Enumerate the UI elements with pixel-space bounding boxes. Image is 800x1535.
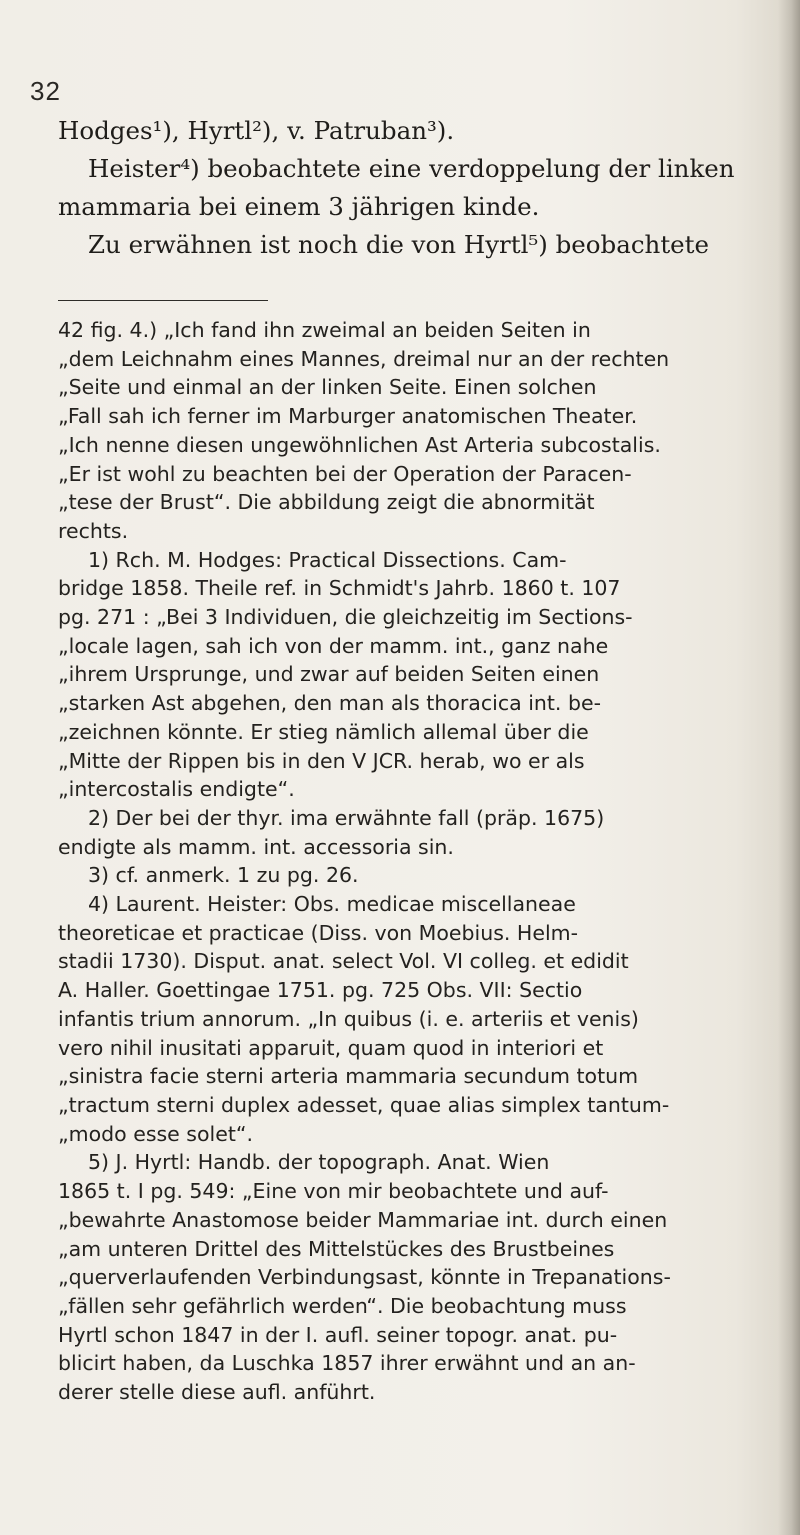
- footnote-line: „starken Ast abgehen, den man als thoracica int. be-: [58, 691, 601, 716]
- footnote-line: „dem Leichnahm eines Mannes, dreimal nur an der rechten: [58, 346, 670, 371]
- footnote-line: „fällen sehr gefährlich werden“. Die beobachtung muss: [58, 1293, 627, 1318]
- page-edge-shadow: [778, 0, 800, 1535]
- footnote-line: „zeichnen könnte. Er stieg nämlich allemal über die: [58, 719, 589, 744]
- footnote-line: Hyrtl schon 1847 in der I. aufl. seiner topogr. anat. pu-: [58, 1322, 618, 1347]
- footnote-line: blicirt haben, da Luschka 1857 ihrer erwähnt und an an-: [58, 1351, 636, 1376]
- footnote-line: „ihrem Ursprunge, und zwar auf beiden Seiten einen: [58, 662, 600, 687]
- text-line: Heister⁴) beobachtete eine verdoppelung der linken: [88, 154, 735, 183]
- footnote-line: „Fall sah ich ferner im Marburger anatomischen Theater.: [58, 404, 638, 429]
- footnote-line: „Ich nenne diesen ungewöhnlichen Ast Arteria subcostalis.: [58, 432, 661, 457]
- footnote-line: 3) cf. anmerk. 1 zu pg. 26.: [88, 863, 359, 888]
- footnote-line: 4) Laurent. Heister: Obs. medicae miscellaneae: [88, 892, 576, 917]
- footnote-line: 2) Der bei der thyr. ima erwähnte fall (präp. 1675): [88, 805, 605, 830]
- footnote-line: 5) J. Hyrtl: Handb. der topograph. Anat. Wien: [88, 1150, 550, 1175]
- footnote-line: derer stelle diese aufl. anführt.: [58, 1380, 376, 1405]
- text-line: mammaria bei einem 3 jährigen kinde.: [58, 192, 540, 221]
- footnote-line: bridge 1858. Theile ref. in Schmidt's Jahrb. 1860 t. 107: [58, 576, 621, 601]
- footnote-line: „tractum sterni duplex adesset, quae alias simplex tantum-: [58, 1092, 670, 1117]
- footnote-line: 1865 t. I pg. 549: „Eine von mir beobachtete und auf-: [58, 1179, 609, 1204]
- footnote-separator: [58, 300, 268, 301]
- footnote-line: „modo esse solet“.: [58, 1121, 254, 1146]
- footnote-line: „Mitte der Rippen bis in den V JCR. herab, wo er als: [58, 748, 585, 773]
- text-line: Zu erwähnen ist noch die von Hyrtl⁵) beobachtete: [88, 230, 710, 259]
- footnote-line: „locale lagen, sah ich von der mamm. int., ganz nahe: [58, 633, 609, 658]
- footnotes-block: [58, 316, 770, 1407]
- footnote-line: stadii 1730). Disput. anat. select Vol. VI colleg. et edidit: [58, 949, 629, 974]
- footnote-line: infantis trium annorum. „In quibus (i. e. arteriis et venis): [58, 1006, 639, 1031]
- footnote-line: „Er ist wohl zu beachten bei der Operation der Paracen-: [58, 461, 632, 486]
- footnote-line: „bewahrte Anastomose beider Mammariae int. durch einen: [58, 1207, 668, 1232]
- footnote-line: pg. 271 : „Bei 3 Individuen, die gleichzeitig im Sections-: [58, 605, 633, 630]
- footnote-line: A. Haller. Goettingae 1751. pg. 725 Obs. VII: Sectio: [58, 978, 583, 1003]
- page-number: 32: [30, 76, 61, 106]
- text-line: Hodges¹), Hyrtl²), v. Patruban³).: [58, 116, 455, 145]
- footnote-line: 1) Rch. M. Hodges: Practical Dissections. Cam-: [88, 547, 567, 572]
- footnote-line: endigte als mamm. int. accessoria sin.: [58, 834, 454, 859]
- footnote-line: „Seite und einmal an der linken Seite. Einen solchen: [58, 375, 597, 400]
- main-text-block: [58, 112, 770, 264]
- footnote-line: theoreticae et practicae (Diss. von Moebius. Helm-: [58, 920, 579, 945]
- footnote-line: vero nihil inusitati apparuit, quam quod in interiori et: [58, 1035, 604, 1060]
- footnote-line: „am unteren Drittel des Mittelstückes des Brustbeines: [58, 1236, 615, 1261]
- footnote-line: „intercostalis endigte“.: [58, 777, 295, 802]
- footnote-line: 42 fig. 4.) „Ich fand ihn zweimal an beiden Seiten in: [58, 318, 591, 342]
- footnote-line: rechts.: [58, 518, 129, 543]
- footnote-line: „tese der Brust“. Die abbildung zeigt die abnormität: [58, 490, 595, 515]
- footnote-line: „querverlaufenden Verbindungsast, könnte in Trepanations-: [58, 1265, 671, 1290]
- footnote-line: „sinistra facie sterni arteria mammaria secundum totum: [58, 1064, 639, 1089]
